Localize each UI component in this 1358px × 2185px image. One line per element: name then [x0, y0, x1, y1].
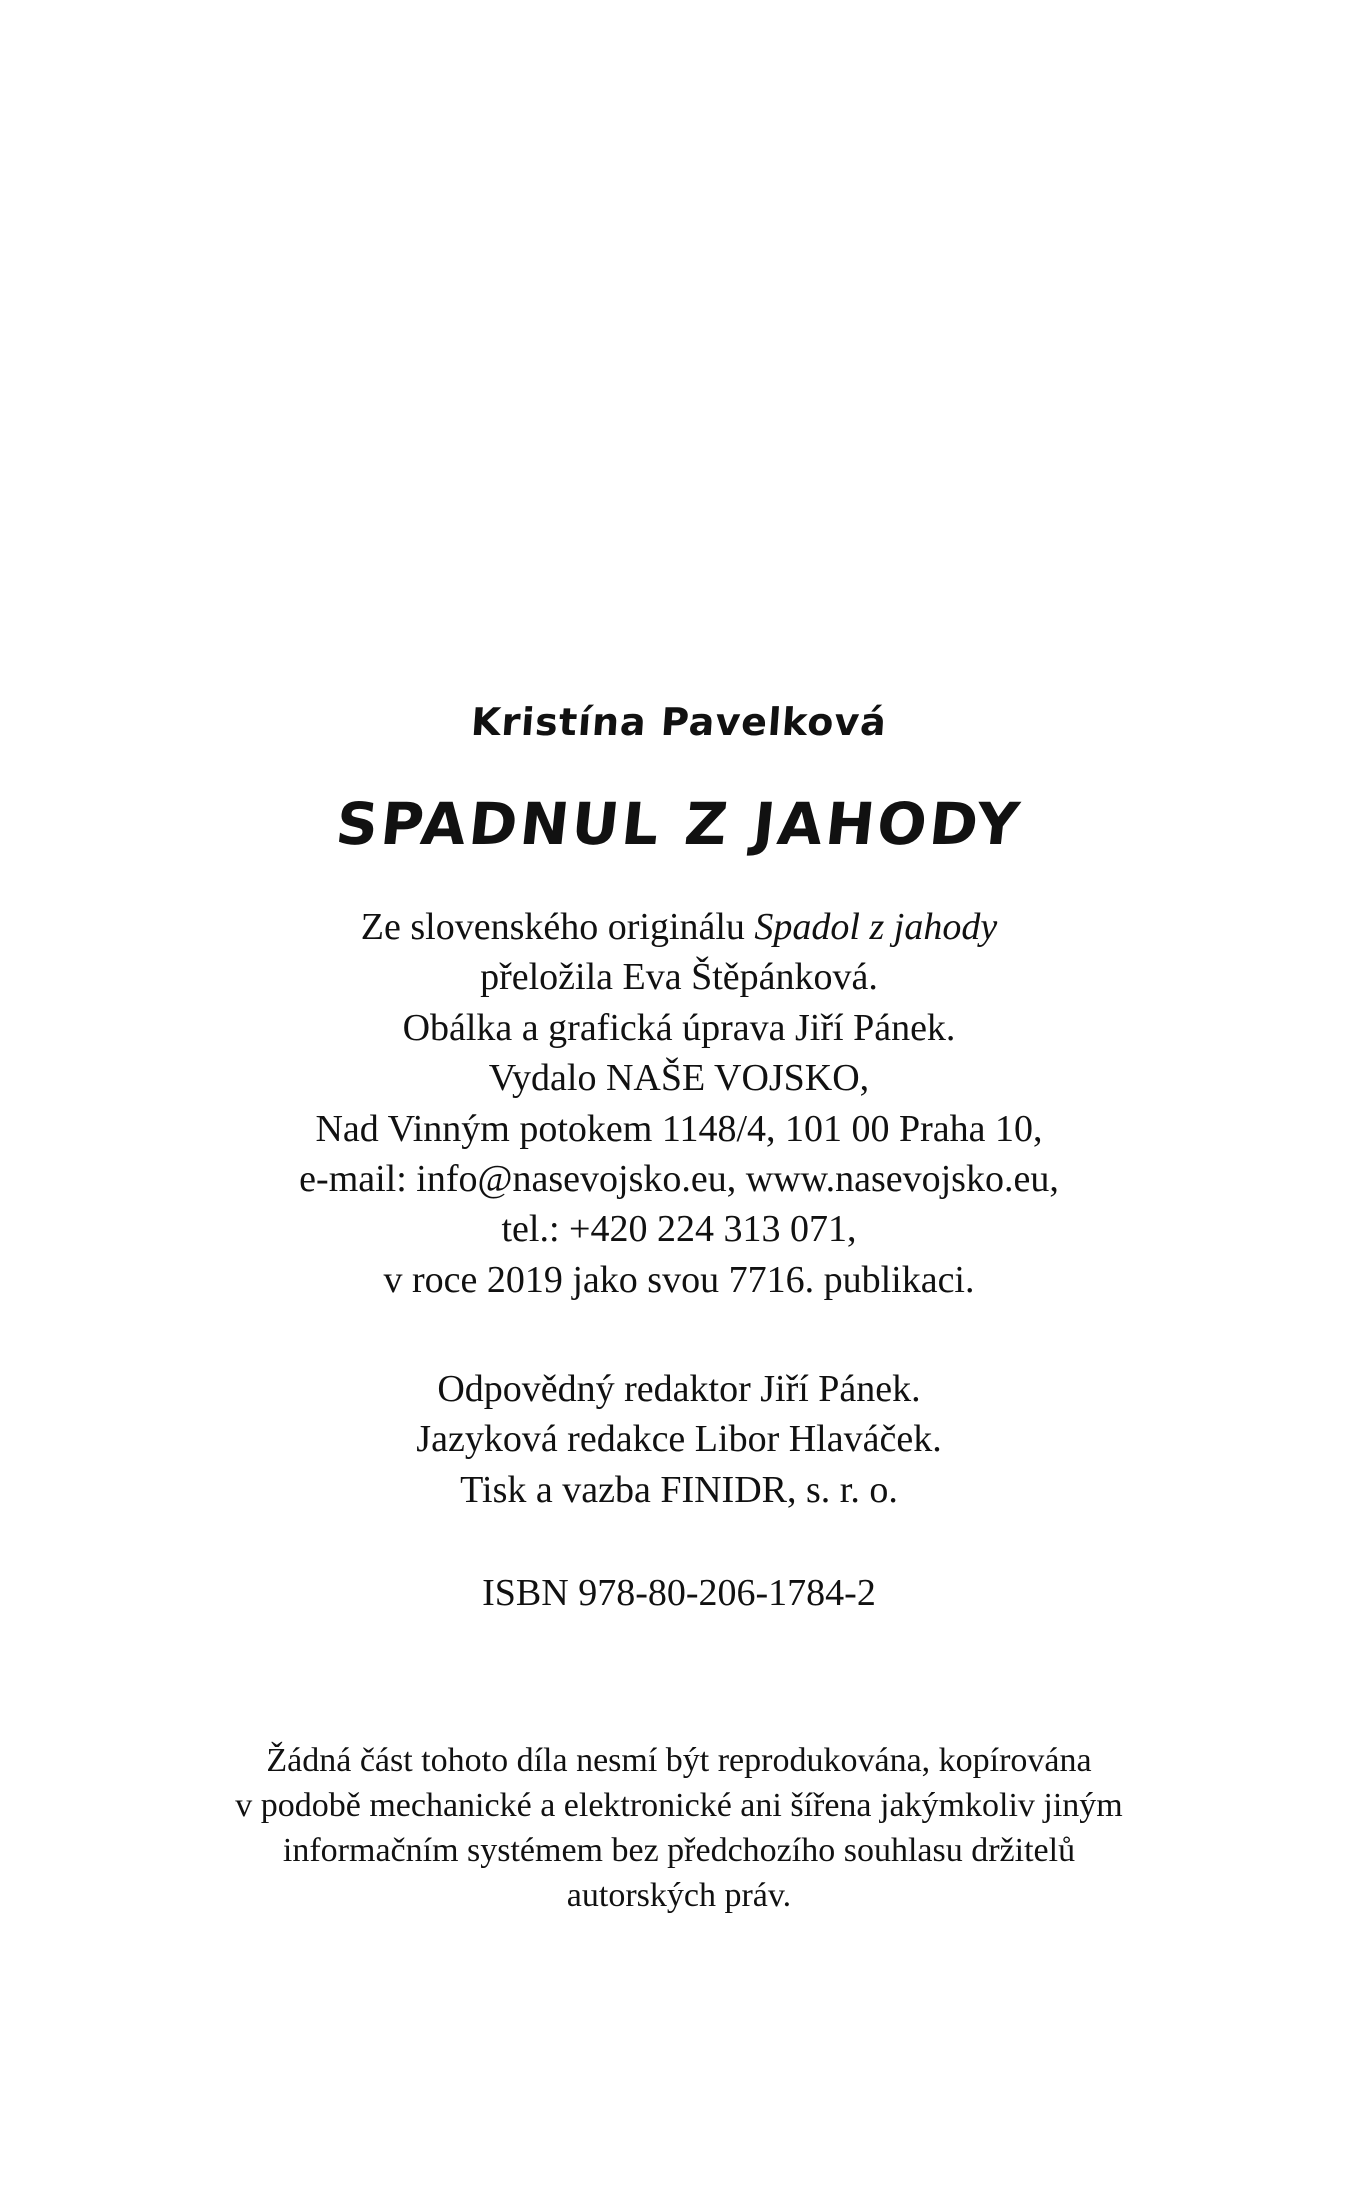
copyright-line-1: Žádná část tohoto díla nesmí být reprodukována, kopírována	[266, 1742, 1092, 1779]
publisher-line: Vydalo NAŠE VOJSKO,	[488, 1057, 870, 1100]
translation-source-prefix: Ze slovenského originálu	[360, 906, 755, 948]
copyright-line-4: autorských práv.	[566, 1877, 792, 1914]
isbn: ISBN 978-80-206-1784-2	[482, 1572, 876, 1614]
book-title: SPADNUL Z JAHODY	[332, 790, 1026, 858]
language-editor-line: Jazyková redakce Libor Hlaváček.	[416, 1418, 942, 1461]
cover-design-line: Obálka a grafická úprava Jiří Pánek.	[402, 1006, 956, 1049]
imprint-block	[0, 902, 1358, 1305]
copyright-line-3: informačním systémem bez předchozího souhlasu držitelů	[282, 1832, 1076, 1869]
translator-line: přeložila Eva Štěpánková.	[480, 956, 878, 999]
publisher-phone-line: tel.: +420 224 313 071,	[501, 1208, 857, 1251]
credits-block	[0, 1364, 1358, 1515]
translation-source-line	[0, 902, 1358, 952]
copyright-line-2: v podobě mechanické a elektronické ani šířena jakýmkoliv jiným	[235, 1787, 1123, 1824]
publication-year-line: v roce 2019 jako svou 7716. publikaci.	[383, 1258, 975, 1301]
editor-line: Odpovědný redaktor Jiří Pánek.	[437, 1368, 921, 1410]
publisher-contact-line: e-mail: info@nasevojsko.eu, www.nasevojsko.eu,	[299, 1158, 1059, 1201]
original-title: Spadol z jahody	[754, 906, 998, 948]
copyright-notice	[0, 1738, 1358, 1918]
author-name: Kristína Pavelková	[469, 700, 889, 744]
printing-line: Tisk a vazba FINIDR, s. r. o.	[460, 1468, 898, 1511]
publisher-address-line: Nad Vinným potokem 1148/4, 101 00 Praha 10,	[315, 1107, 1043, 1150]
